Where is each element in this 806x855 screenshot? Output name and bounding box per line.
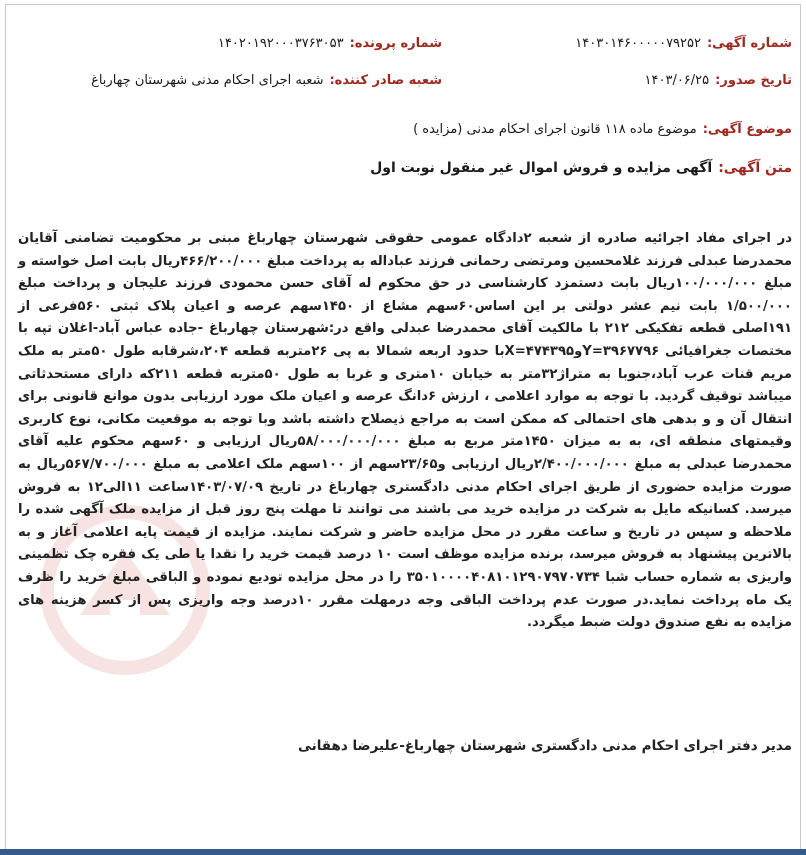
ad-text-value: آگهی مزایده و فروش اموال غیر منقول نوبت اول — [370, 160, 713, 176]
ad-number-value: ۱۴۰۳۰۱۴۶۰۰۰۰۰۷۹۲۵۲ — [575, 36, 701, 51]
bottom-bar — [0, 849, 806, 855]
case-number-value: ۱۴۰۲۰۱۹۲۰۰۰۳۷۶۳۰۵۳ — [217, 36, 344, 51]
issue-date — [645, 73, 792, 88]
issuing-branch-label: شعبه صادر کننده: — [329, 73, 442, 88]
subject-label: موضوع آگهی: — [702, 122, 792, 137]
case-number — [218, 36, 442, 51]
ad-number — [575, 36, 792, 51]
ad-body-text: در اجرای مفاد اجرائیه صادره از شعبه ۲دادگاه عمومی حقوقی شهرستان چهارباغ مبنی بر محکومیت تضامنی آقایان محمدرضا عبدلی فرزند غلامحسین ومرتضی رحمانی فرزند عباداله به پرداخت مبلغ ۴۶۶/۲۰۰/۰۰۰ریال بابت اصل خواسته و مبلغ ۱۰۰/۰۰۰/۰۰۰ریال بابت دستمزد کارشناسی در حق محکوم له آقای حسن محمودی فرزند علیجان و پرداخت مبلغ ۱/۵۰۰/۰۰۰ بابت نیم عشر دولتی بر این اساس۶۰سهم مشاع از ۱۴۵۰سهم عرصه و اعیان پلاک ثبتی ۵۶۰فرعی از ۱۹۱اصلی قطعه تفکیکی ۲۱۲ با مالکیت آقای محمدرضا عبدلی واقع در:شهرستان چهارباغ -جاده عباس آباد-اغلان تپه با مختصات جغرافیائی Y=۳۹۶۷۷۹۶وX=۴۷۴۳۹۵با حدود اربعه شمالا به پی ۲۶متربه قطعه ۲۰۴،شرقابه طول ۵۰متر به ملک مریم قنات عرب آباد،جنوبا به متراژ۳۲متر به خیابان ۱۰متری و غربا به طول ۵۰متربه قطعه ۲۱۱که دارای مستحدثاتی میباشد توقیف گردید. با توجه به موارد اعلامی ، ارزش ۶دانگ عرصه و اعیان ملک مورد ارزیابی بدون موانع قانونی برای انتقال آن و و بدهی های احتمالی که ممکن است به مراجع ذیصلاح داشته باشد وبا توجه به موقعیت مکانی، نوع کاربری وقیمتهای منطقه ای، به به میزان ۱۴۵۰متر مربع به مبلغ ۵۸/۰۰۰/۰۰۰/۰۰۰ریال ارزیابی و ۶۰سهم محکوم علیه آقای محمدرضا عبدلی به مبلغ ۲/۴۰۰/۰۰۰/۰۰۰ریال ارزیابی و۲۳/۶۵سهم از ۱۰۰سهم ملک اعلامی به مبلغ ۵۶۷/۷۰۰/۰۰۰ریال به صورت مزایده حضوری از طریق اجرای احکام مدنی دادگستری چهارباغ در تاریخ ۱۴۰۳/۰۷/۰۹ساعت ۱۱الی۱۲ به فروش میرسد. کسانیکه مایل به شرکت در مزایده خرید می باشند می توانند تا مهلت پنج روز قبل از مزایده ملک آگهی شده را ملاحظه و سپس در تاریخ و ساعت مقرر در محل مزایده حاضر و شرکت نمایند. مزایده از قیمت پایه اعلامی آغاز و به بالاترین پیشنهاد به فروش میرسد، برنده مزایده موظف است ۱۰ درصد قیمت خرید را نقدا یا طی یک فقره چک تظمینی واریزی به شماره حساب شبا ۳۵۰۱۰۰۰۰۴۰۸۱۰۱۲۹۰۷۹۷۰۷۳۴ را در محل مزایده تودیع نموده و الباقی مبلغ خرید را ظرف یک ماه پرداخت نماید.در صورت عدم پرداخت الباقی وجه درمهلت مقرر ۱۰درصد وجه واریزی پس از کسر هزینه های مزایده به نفع صندوق دولت ضبط میگردد. — [18, 231, 793, 631]
ad-text-title — [370, 160, 792, 176]
case-number-label: شماره پرونده: — [349, 36, 442, 51]
issue-date-value: ۱۴۰۳/۰۶/۲۵ — [644, 73, 710, 88]
issuing-branch — [91, 73, 442, 88]
ad-text-label: متن آگهی: — [718, 160, 792, 176]
issue-date-label: تاریخ صدور: — [715, 73, 792, 88]
subject-value: موضوع ماده ۱۱۸ قانون اجرای احکام مدنی (مزایده ) — [413, 122, 697, 137]
signature-line: مدیر دفتر اجرای احکام مدنی دادگستری شهرستان چهارباغ-علیرضا دهقانی — [297, 738, 792, 754]
issuing-branch-value: شعبه اجرای احکام مدنی شهرستان چهارباغ — [91, 73, 324, 88]
ad-number-label: شماره آگهی: — [706, 36, 792, 51]
subject — [413, 122, 792, 137]
